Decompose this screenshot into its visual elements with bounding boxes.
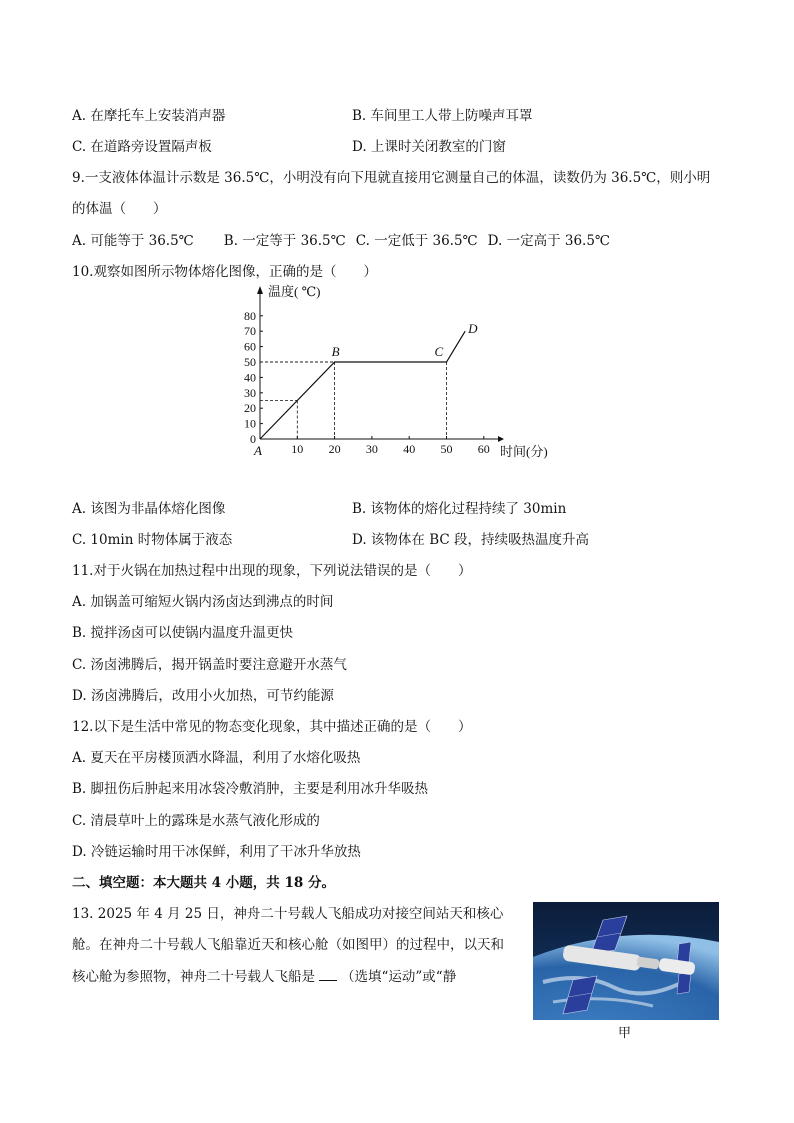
x-tick-label: 10 — [291, 442, 304, 456]
q10-option-d: D. 该物体在 BC 段，持续吸热温度升高 — [352, 532, 590, 548]
x-tick-label: 40 — [403, 442, 416, 456]
space-station-illustration — [533, 902, 719, 1020]
q12-option-a: A. 夏天在平房楼顶洒水降温，利用了水熔化吸热 — [72, 750, 361, 766]
q11-option-d: D. 汤卤沸腾后，改用小火加热，可节约能源 — [72, 688, 334, 704]
q12-stem: 12.以下是生活中常见的物态变化现象，其中描述正确的是（ ） — [72, 719, 472, 735]
space-station-image — [533, 902, 719, 1020]
x-tick-label: 50 — [440, 442, 453, 456]
q10-stem: 10.观察如图所示物体熔化图像，正确的是（ ） — [72, 264, 377, 280]
q13-line3-end: （选填“运动”或“静 — [341, 969, 457, 985]
q9-option-c: C. 一定低于 36.5℃ — [355, 233, 478, 249]
y-tick-label: 70 — [244, 324, 256, 339]
q10-option-b: B. 该物体的熔化过程持续了 30min — [352, 501, 567, 517]
q9-stem-line1: 9.一支液体体温计示数是 36.5℃，小明没有向下甩就直接用它测量自己的体温，读数仍为 36.5℃，则小明 — [72, 170, 711, 186]
q12-option-c: C. 清晨草叶上的露珠是水蒸气液化形成的 — [72, 813, 320, 829]
x-tick-label: 60 — [477, 442, 490, 456]
q8-option-d: D. 上课时关闭教室的门窗 — [352, 139, 506, 155]
q11-stem: 11.对于火锅在加热过程中出现的现象，下列说法错误的是（ ） — [72, 563, 472, 579]
q13-line3 — [72, 965, 456, 985]
q9-options — [72, 229, 620, 249]
y-tick-label: 0 — [250, 432, 256, 446]
answer-blank[interactable] — [319, 979, 337, 981]
q9-option-a: A. 可能等于 36.5℃ — [72, 233, 194, 249]
x-axis-title: 时间(分) — [500, 444, 548, 459]
figure-caption: 甲 — [618, 1026, 632, 1041]
y-axis-arrow — [257, 286, 263, 294]
point-label-a: A — [254, 443, 262, 458]
y-tick-label: 20 — [244, 401, 256, 416]
melting-graph — [232, 282, 562, 462]
q11-option-a: A. 加锅盖可缩短火锅内汤卤达到沸点的时间 — [72, 594, 334, 610]
q11-option-c: C. 汤卤沸腾后，揭开锅盖时要注意避开水蒸气 — [72, 657, 347, 673]
x-axis-arrow — [498, 436, 504, 442]
q8-option-a: A. 在摩托车上安装消声器 — [72, 108, 226, 124]
q9-option-b: B. 一定等于 36.5℃ — [223, 233, 346, 249]
q12-option-b: B. 脚扭伤后肿起来用冰袋冷敷消肿，主要是利用冰升华吸热 — [72, 781, 429, 797]
y-tick-label: 50 — [244, 355, 256, 369]
q13-line2: 舱。在神舟二十号载人飞船靠近天和核心舱（如图甲）的过程中，以天和 — [72, 937, 504, 953]
point-label-c: C — [434, 344, 444, 359]
x-tick-label: 30 — [365, 442, 378, 456]
x-tick-label: 20 — [328, 442, 341, 456]
y-tick-label: 80 — [244, 308, 256, 323]
q11-option-b: B. 搅拌汤卤可以使锅内温度升温更快 — [72, 625, 294, 641]
section-title: 二、填空题：本大题共 4 小题，共 18 分。 — [72, 875, 335, 891]
q12-option-d: D. 冷链运输时用干冰保鲜，利用了干冰升华放热 — [72, 844, 361, 860]
q13-line3-start: 核心舱为参照物，神舟二十号载人飞船是 — [72, 969, 315, 985]
q9-option-d: D. 一定高于 36.5℃ — [487, 233, 611, 249]
y-tick-label: 60 — [244, 339, 256, 354]
point-label-b: B — [331, 344, 340, 359]
y-tick-label: 40 — [244, 370, 256, 385]
q8-option-c: C. 在道路旁设置隔声板 — [72, 139, 212, 155]
q13-line1: 13. 2025 年 4 月 25 日，神舟二十号载人飞船成功对接空间站天和核心 — [72, 906, 504, 922]
melting-graph-svg — [232, 282, 562, 462]
point-label-d: D — [468, 321, 478, 337]
y-axis-title: 温度( ℃) — [268, 284, 321, 299]
y-tick-label: 30 — [244, 385, 256, 400]
q10-option-a: A. 该图为非晶体熔化图像 — [72, 501, 226, 517]
y-tick-label: 10 — [244, 416, 256, 431]
q10-option-c: C. 10min 时物体属于液态 — [72, 532, 233, 548]
q8-option-b: B. 车间里工人带上防噪声耳罩 — [352, 108, 533, 124]
q9-stem-line2: 的体温（ ） — [72, 201, 167, 217]
